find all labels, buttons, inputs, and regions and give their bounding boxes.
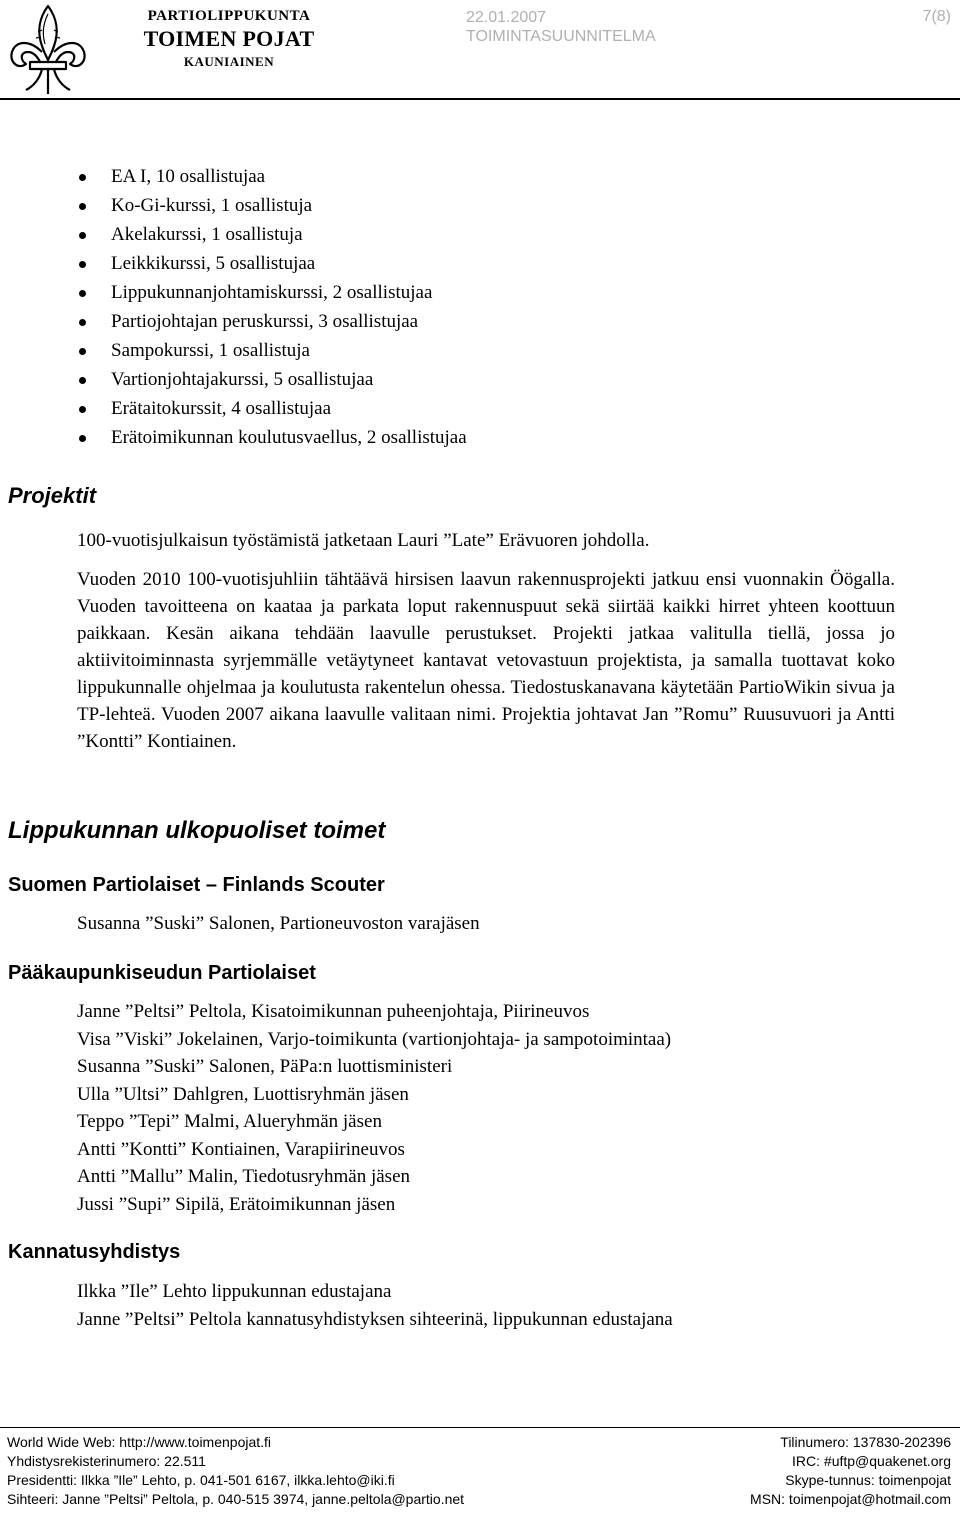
projects-paragraph-2: Vuoden 2010 100-vuotisjuhliin tähtäävä hirsisen laavun rakennusprojekti jatkuu ensi vuonnakin Öögalla. Vuoden tavoitteena on kaataa ja parkata loput rakennuspuut sekä siirtää kaikki hirret yhteen koottuun paikkaan. Kesän aikana tehdään laavulle perustukset. Projekti jatkaa valitulla tiellä, jossa jo aktiivitoiminnasta syrjemmälle vetäytyneet kantavat vetovastuun projektista, ja samalla tuottavat koko lippukunnalle ohjelmaa ja koulutusta rakentelun ohessa. Tiedostuskanavana käytetään PartioWikin sivua ja TP-lehteä. Vuoden 2007 aikana laavulle valitaan nimi. Projektia johtavat Jan ”Romu” Ruusuvuori ja Antti ”Kontti” Kontiainen. (77, 569, 895, 752)
list-item: Antti ”Kontti” Kontiainen, Varapiirineuvos (77, 1138, 405, 1160)
bullet-icon (79, 377, 86, 384)
list-item: Erätaitokurssit, 4 osallistujaa (0, 394, 467, 423)
list-item: Jussi ”Supi” Sipilä, Erätoimikunnan jäsen (77, 1193, 396, 1215)
org-type: PARTIOLIPPUKUNTA (147, 8, 311, 24)
footer-row (0, 1471, 960, 1490)
bullet-icon (79, 290, 86, 297)
page-number: 7(8) (922, 8, 951, 25)
page-header (0, 0, 960, 100)
bullet-icon (79, 348, 86, 355)
pk-list (77, 998, 671, 1218)
pk-heading: Pääkaupunkiseudun Partiolaiset (8, 962, 316, 984)
list-item: Visa ”Viski” Jokelainen, Varjo-toimikunta (vartionjohtaja- ja sampotoimintaa) (77, 1028, 672, 1050)
org-city: KAUNIAINEN (183, 54, 275, 69)
external-roles-heading: Lippukunnan ulkopuoliset toimet (8, 817, 386, 844)
bullet-icon (79, 174, 86, 181)
bullet-icon (79, 203, 86, 210)
footer-row (0, 1490, 960, 1509)
list-item: Susanna ”Suski” Salonen, Partioneuvoston varajäsen (77, 913, 480, 934)
footer-row (0, 1433, 960, 1452)
footer-divider (0, 1427, 960, 1428)
projects-heading: Projektit (8, 483, 97, 508)
footer-president: Presidentti: Ilkka ”Ile” Lehto, p. 041-501 6167, ilkka.lehto@iki.fi (7, 1472, 395, 1488)
list-item: Ilkka ”Ile” Lehto lippukunnan edustajana (77, 1281, 392, 1302)
footer-website[interactable]: World Wide Web: http://www.toimenpojat.fi (7, 1434, 272, 1450)
org-name: TOIMEN POJAT (143, 26, 315, 51)
bullet-icon (79, 435, 86, 442)
footer-secretary: Sihteeri: Janne ”Peltsi” Peltola, p. 040-515 3974, janne.peltola@partio.net (7, 1491, 465, 1507)
sp-heading: Suomen Partiolaiset – Finlands Scouter (8, 874, 385, 896)
list-item: Janne ”Peltsi” Peltola, Kisatoimikunnan puheenjohtaja, Piirineuvos (77, 1001, 590, 1022)
header-divider (0, 98, 960, 100)
page-footer (0, 1433, 960, 1509)
document-date: 22.01.2007 (466, 9, 547, 26)
list-item: Susanna ”Suski” Salonen, PäPa:n luottisministeri (77, 1056, 453, 1077)
list-item: Antti ”Mallu” Malin, Tiedotusryhmän jäsen (77, 1166, 411, 1187)
list-item: Ko-Gi-kurssi, 1 osallistuja (0, 191, 467, 220)
fleur-de-lis-icon (6, 2, 90, 98)
footer-registry-number: Yhdistysrekisterinumero: 22.511 (7, 1453, 206, 1469)
organization-name (134, 8, 324, 70)
list-item: Leikkikurssi, 5 osallistujaa (0, 249, 467, 278)
list-item: Ulla ”Ultsi” Dahlgren, Luottisryhmän jäsen (77, 1083, 409, 1105)
list-item: Lippukunnanjohtamiskurssi, 2 osallistujaa (0, 278, 467, 307)
footer-msn: MSN: toimenpojat@hotmail.com (750, 1491, 951, 1507)
ky-heading: Kannatusyhdistys (8, 1241, 181, 1263)
footer-row (0, 1452, 960, 1471)
list-item: Partiojohtajan peruskurssi, 3 osallistujaa (0, 307, 467, 336)
list-item: EA I, 10 osallistujaa (0, 162, 467, 191)
footer-account-number: Tilinumero: 137830-202396 (780, 1434, 951, 1450)
list-item: Sampokurssi, 1 osallistuja (0, 336, 467, 365)
footer-irc: IRC: #uftp@quakenet.org (792, 1453, 951, 1469)
projects-paragraph-1: 100-vuotisjulkaisun työstämistä jatketaan Lauri ”Late” Erävuoren johdolla. (77, 530, 650, 551)
sp-list (77, 910, 480, 938)
list-item: Erätoimikunnan koulutusvaellus, 2 osallistujaa (0, 423, 467, 452)
bullet-icon (79, 319, 86, 326)
list-item: Akelakurssi, 1 osallistuja (0, 220, 467, 249)
bullet-icon (79, 406, 86, 413)
bullet-icon (79, 232, 86, 239)
footer-skype: Skype-tunnus: toimenpojat (785, 1472, 951, 1488)
bullet-icon (79, 261, 86, 268)
list-item: Janne ”Peltsi” Peltola kannatusyhdistyksen sihteerinä, lippukunnan edustajana (77, 1308, 673, 1330)
course-list (0, 162, 467, 452)
document-title: TOIMINTASUUNNITELMA (466, 28, 656, 45)
document-meta (466, 8, 656, 46)
list-item: Vartionjohtajakurssi, 5 osallistujaa (0, 365, 467, 394)
ky-list (77, 1278, 673, 1333)
list-item: Teppo ”Tepi” Malmi, Alueryhmän jäsen (77, 1111, 382, 1132)
